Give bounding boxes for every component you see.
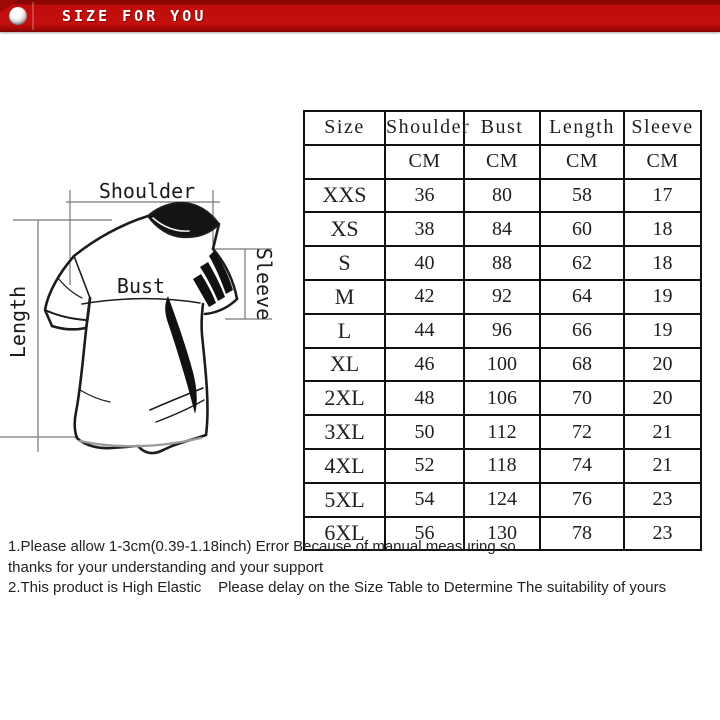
table-row-cell: 19: [624, 280, 701, 314]
table-row-cell: 50: [385, 415, 464, 449]
table-row-cell: 66: [540, 314, 624, 348]
body-wrinkle-3: [80, 390, 110, 402]
diagram-labels: [6, 179, 276, 358]
table-row: [304, 483, 701, 517]
table-row-cell: 92: [464, 280, 540, 314]
table-row: [304, 381, 701, 415]
header-row-cell: Length: [540, 111, 624, 145]
grommet-icon: [9, 7, 27, 25]
note-line-1: 1.Please allow 1-3cm(0.39-1.18inch) Error Because of manual measuring so: [8, 538, 516, 555]
size-table-body: [304, 111, 701, 550]
table-row-cell: 106: [464, 381, 540, 415]
table-row-cell: 4XL: [304, 449, 385, 483]
table-row-cell: 6XL: [304, 517, 385, 551]
table-row-cell: 78: [540, 517, 624, 551]
table-row-cell: 52: [385, 449, 464, 483]
tshirt-line-drawing: [45, 203, 237, 453]
table-row-cell: 112: [464, 415, 540, 449]
table-row-cell: 124: [464, 483, 540, 517]
header-row-cell: Size: [304, 111, 385, 145]
units-row-cell: CM: [385, 145, 464, 179]
table-row-cell: XS: [304, 212, 385, 246]
measure-lines: [0, 190, 272, 452]
table-row-cell: 88: [464, 246, 540, 280]
table-row-cell: 60: [540, 212, 624, 246]
length-label: Length: [6, 285, 30, 359]
table-row-cell: 36: [385, 179, 464, 213]
table-row-cell: 130: [464, 517, 540, 551]
units-row: [304, 145, 701, 179]
footer-notes: [8, 537, 688, 599]
table-row-cell: 17: [624, 179, 701, 213]
hem-shading: [80, 438, 201, 446]
units-row-cell: [304, 145, 385, 179]
table-row-cell: 100: [464, 348, 540, 382]
collar: [148, 203, 219, 237]
table-row-cell: 58: [540, 179, 624, 213]
header-row-cell: Bust: [464, 111, 540, 145]
banner-sheen: [32, 2, 34, 30]
table-row-cell: 3XL: [304, 415, 385, 449]
table-row-cell: 68: [540, 348, 624, 382]
units-row-cell: CM: [624, 145, 701, 179]
left-cuff-bottom: [52, 326, 86, 329]
table-row-cell: 40: [385, 246, 464, 280]
bust-line: [82, 299, 200, 304]
table-row-cell: 44: [385, 314, 464, 348]
table-row: [304, 246, 701, 280]
table-row-cell: L: [304, 314, 385, 348]
table-row-cell: 20: [624, 381, 701, 415]
left-cuff-band: [45, 310, 86, 320]
table-row-cell: M: [304, 280, 385, 314]
table-row-cell: 46: [385, 348, 464, 382]
table-row: [304, 449, 701, 483]
table-row-cell: 20: [624, 348, 701, 382]
units-row-cell: CM: [540, 145, 624, 179]
table-row: [304, 179, 701, 213]
table-row-cell: 70: [540, 381, 624, 415]
table-row-cell: 48: [385, 381, 464, 415]
table-row-cell: 21: [624, 415, 701, 449]
table-row-cell: XXS: [304, 179, 385, 213]
table-row-cell: 42: [385, 280, 464, 314]
table-row-cell: 72: [540, 415, 624, 449]
table-row-cell: 5XL: [304, 483, 385, 517]
size-table: [303, 110, 702, 551]
table-row: [304, 415, 701, 449]
banner-title: SIZE FOR YOU: [62, 7, 207, 25]
table-row-cell: XL: [304, 348, 385, 382]
table-row-cell: 56: [385, 517, 464, 551]
table-row-cell: 74: [540, 449, 624, 483]
table-row-cell: 18: [624, 246, 701, 280]
table-row: [304, 348, 701, 382]
header-row-cell: Shoulder: [385, 111, 464, 145]
table-row-cell: 96: [464, 314, 540, 348]
table-row-cell: 118: [464, 449, 540, 483]
body-wrinkle-2: [156, 400, 204, 422]
units-row-cell: CM: [464, 145, 540, 179]
table-row-cell: 19: [624, 314, 701, 348]
table-row: [304, 212, 701, 246]
table-row-cell: 84: [464, 212, 540, 246]
table-row-cell: 76: [540, 483, 624, 517]
table-row-cell: 80: [464, 179, 540, 213]
left-shoulder-seam: [74, 216, 148, 256]
table-row: [304, 280, 701, 314]
table-row-cell: 21: [624, 449, 701, 483]
table-row-cell: 2XL: [304, 381, 385, 415]
table-row-cell: 23: [624, 483, 701, 517]
table-row-cell: 64: [540, 280, 624, 314]
bust-label: Bust: [116, 274, 166, 298]
header-row-cell: Sleeve: [624, 111, 701, 145]
header-row: [304, 111, 701, 145]
table-row-cell: 38: [385, 212, 464, 246]
tshirt-measure-diagram: [0, 150, 300, 480]
table-row-cell: 18: [624, 212, 701, 246]
table-row-cell: 54: [385, 483, 464, 517]
left-sleeve-fold: [74, 256, 90, 298]
table-row-cell: 62: [540, 246, 624, 280]
note-line-2: thanks for your understanding and your support: [8, 558, 324, 576]
table-row-cell: S: [304, 246, 385, 280]
table-row-cell: 23: [624, 517, 701, 551]
shoulder-label: Shoulder: [98, 179, 196, 203]
body-right-edge: [202, 304, 208, 435]
sleeve-label: Sleeve: [252, 247, 276, 321]
banner: [0, 0, 720, 32]
table-row: [304, 314, 701, 348]
note-line-3: 2.This product is High Elastic Please delay on the Size Table to Determine The suitability of yours: [8, 579, 667, 596]
